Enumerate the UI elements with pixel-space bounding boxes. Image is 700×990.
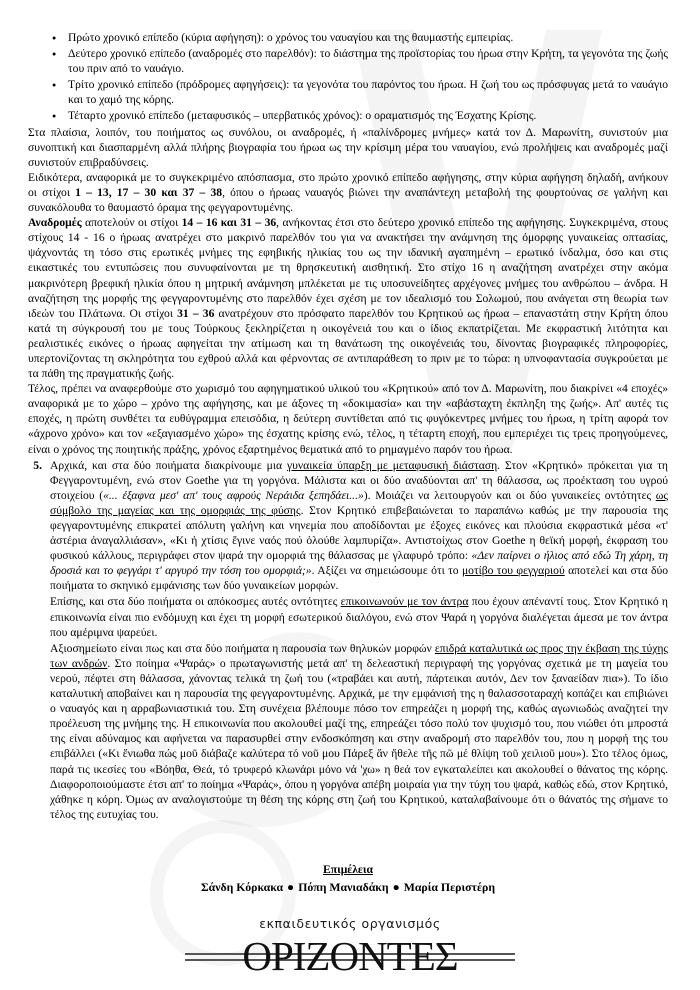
verse-range-bold: 1 – 13, 17 – 30 και 37 – 38 [75, 185, 223, 199]
credit-name: Πόπη Μανιαδάκη [298, 879, 389, 894]
item-5-continuation-a [28, 594, 668, 639]
text-run: αποτελούν οι στίχοι [81, 216, 182, 230]
list-item: ● Δεύτερο χρονικό επίπεδο (αναδρομές στο παρελθόν): το διάστημα της προϊστορίας του ήρωα στην Κρήτη, τα γεγονότα της ζωής του πριν από το ναυάγιο. [52, 46, 668, 76]
quoted-verse-italic: «... έξαφνα μεσ' απ' τους αφρούς Νεράιδα ξεπηδάει...» [103, 488, 364, 502]
text-run: Επίσης, και στα δύο ποιήματα οι απόκοσμες αυτές οντότητες [50, 595, 341, 609]
credit-name: Μαρία Περιστέρη [403, 879, 496, 894]
numbered-item-5 [28, 458, 668, 594]
underlined-phrase: μοτίβο του φεγγαριού [461, 564, 565, 578]
logo-wordmark: ΟΡΙΖΟΝΤΕΣ [242, 933, 458, 979]
text-run: Ειδικότερα, αναφορικά με το συγκεκριμένο απόσπασμα, στο πρώτο χρονικό επίπεδο αφήγησης, στην κύρια αφήγηση δηλαδή, ανήκουν οι στίχοι [28, 170, 668, 199]
text-run: . Στον «Κρητικό» πρόκειται για τη Φεγγαροντυμένη, ενώ στον Goethe για τη γοργόνα. Μάλιστα και οι δύο αναδύονται απ' τη θάλασσα, ως προέκταση του υγρού στοιχείου ( [50, 458, 668, 502]
credits-heading: Επιμέλεια [323, 862, 373, 876]
credits-block [28, 862, 668, 896]
underlined-phrase: ως σύμβολο της μαγείας και της ομορφιάς της φύσης [50, 488, 668, 517]
quoted-verse-italic: «Δεν παίρνει ο ήλιος από εδώ Τη χάρη, τη δροσιά και το φεγγάρι τ' αργυρό την τόση του ομορφιά;» [50, 549, 668, 578]
text-run: , ανήκοντας έτσι στο δεύτερο χρονικό επίπεδο της αφήγησης. Συγκεκριμένα, στους στίχους 14 - 16 ο ήρωας ανατρέχει στο μακρινό παρελθόν του για να ανακτήσει την ανάμνηση της όμορφης γυναικείας οπτασίας, ψάχνοντάς τη τόσο στις ερωτικές μνήμες της εφηβικής ηλικίας του ως την ιδανική αγαπημένη – ερωτικό ίνδαλμα, όσο και στις εικαστικές του εντυπώσεις που συνυφαίνονται με τη θρησκευτική αισθητική. Στο στίχο 16 η αναζήτηση ανατρέχει στην ακόμα μακρινότερη βρεφική ηλικία όπου η μητρική ανάμνηση μπλέκεται με τις υποσυνείδητες αρχέγονες μνήμες του ανθρώπου – άνδρα. Η αναζήτηση της μορφής της φεγγαροντυμένης στο παρελθόν έχει σχέση με τον ιδεαλισμό του Σολωμού, που ανάγεται στη θεωρία των ιδεών του Πλάτωνα. Οι στίχοι [28, 216, 669, 320]
text-run: , όπου ο ήρωας ναυαγός βιώνει την αναπάντεχη μεταβολή της φουρτούνας σε γαλήνη και συνακόλουθα το θαυμαστό όραμα της φεγγαροντυμένης. [28, 185, 668, 215]
paragraph-four-epochs: Τέλος, πρέπει να αναφερθούμε στο χωρισμό του αφηγηματικού υλικού του «Κρητικού» από τον Δ. Μαρωνίτη, που διακρίνει «4 εποχές» αναφορικά με το χώρο – χρόνο της αφήγησης, και με άξονες τη «δοκιμασία» και την «αβάσταχτη έκπληξη της ζωής». Απ' αυτές τις εποχές, η πρώτη συνθέτει τα ευθύγραμμα επεισόδια, η δεύτερη συντίθεται από τις φυγόκεντρες μνήμες του ήρωα, η τρίτη αφορά τον «άχρονο χρόνο» και τον «εξαγιασμένο χώρο» της έσχατης κρίσης ενώ, τέλος, η τέταρτη εποχή, που εμπεριέχει τις τρεις προηγούμενες, είναι ο χρόνος της ποιητικής πράξης, χρόνος εξαρτημένος θεματικά από το ρημαγμένο παρόν του ήρωα. [28, 382, 668, 456]
verse-range-bold: 31 – 36 [177, 306, 215, 320]
paragraph-fate-impact [50, 641, 668, 822]
paragraph-lead-bold: Αναδρομές [28, 216, 82, 230]
text-run: Αρχικά, και στα δύο ποιήματα διακρίνουμε μια [50, 458, 288, 472]
list-item: ● Τέταρτο χρονικό επίπεδο (μεταφυσικός – υπερβατικός χρόνος): ο οραματισμός της Έσχατης Κρίσης. [52, 108, 668, 123]
item-5-continuation-b [28, 641, 668, 822]
underlined-phrase: επιδρά καταλυτικά ως προς την έκβαση της τύχης των ανδρών [50, 641, 669, 670]
text-run: . Στο ποίημα «Ψαράς» ο πρωταγωνιστής μετά απ' τη δελεαστική περιγραφή της γοργόνας σχετικά με τη μαγεία του νερού, πέφτει στη θάλασσα, χάνοντας τελικά τη ζωή του («τραβάει και αυτή, πάρτεικαι αυτόν, Δεν τον ξαναείδαν πια»). Το ίδιο καταλυτική αποβαίνει και η παρουσία της φεγγαροντυμένης. Αρχικά, με την εμφάνισή της η θαλασσοταραχή κοπάζει και επιβιώνει ο ναυαγός και η αρραβωνιαστικιά του. Στη συνέχεια βλέπουμε πόσο τον επηρεάζει η μορφή της, καθώς αγωνιωδώς αναζητεί την προέλευση της μνήμης της. Η επικοινωνία που ακολουθεί μαζί της, επηρεάζει τόσο πολύ τον ψυχισμό του, που νιώθει ότι μπροστά της είναι αδύναμος και αφήνεται να παρασυρθεί στην ενδοσκόπηση και στην αναδρομή στο παρελθόν του, που η μορφή της του επιβάλλει («Κι ἔνιωθα πώς μοῦ διάβαζε καλύτερα τό νοῦ μου Πάρεξ ἄν ἤθελε τῆς πῶ μέ θλίψη τοῦ χειλιοῦ μου»). Στο τέλος όμως, παρά τις ικεσίες του «Βόηθα, Θεά, τό τρυφερό κλωνάρι μόνο νά 'χω» η θεά τον εγκαταλείπει και ακολουθεί ο θάνατος της κόρης. Διαφοροποιούμαστε έτσι απ' το ποίημα «Ψαράς», όπου η γοργόνα απέβη μοιραία για την τύχη του ψαρά, καθώς εδώ, στον Κρητικό, χάθηκε η κόρη. Όμως αν αναλογιστούμε τη θέση της κόρης στη ζωή του Κρητικού, καταλαβαίνουμε ότι ο θάνατός της σήμανε το τέλος της ευτυχίας του. [50, 656, 668, 821]
underlined-phrase: γυναικεία ύπαρξη με μεταφυσική διάσταση [287, 458, 498, 472]
item-number: 5. [33, 458, 42, 472]
paragraph-flashbacks [28, 215, 668, 381]
list-item: ● Τρίτο χρονικό επίπεδο (πρόδρομες αφηγήσεις): τα γεγονότα του παρόντος του ήρωα. Η ζωή του ως πρόσφυγας μετά το ναυάγιο και το χαμό της κόρης. [52, 77, 668, 107]
list-item: ● Πρώτο χρονικό επίπεδο (κύρια αφήγηση): ο χρόνος του ναυαγίου και της θαυμαστής εμπειρίας. [52, 30, 668, 45]
text-run: ). Μοιάζει να λειτουργούν και οι δύο γυναικείες οντότητες [363, 488, 656, 502]
verse-range-bold: 14 – 16 και 31 – 36 [181, 216, 277, 230]
text-run: που έχουν απέναντί τους. Στον Κρητικό η επικοινωνία είναι πιο ενδόμυχη και έχει τη μορφή εσωτερικού διαλόγου, ενώ στον Ψαρά η γοργόνα διαλέγεται άμεσα με τον άντρα που αμέριμνα ψαρεύει. [50, 595, 668, 639]
paragraph-framework: Στα πλαίσια, λοιπόν, του ποιήματος ως συνόλου, οι αναδρομές, ή «παλίνδρομες μνήμες» κατά τον Δ. Μαρωνίτη, συνιστούν μια συνοπτική και διασπαρμένη αλλά πλήρης βιογραφία του ήρωα ως την κρίσιμη μέρα του ναυαγίου, ενώ προλήψεις και αναδρομές μαζί συνιστούν επιβραδύνσεις. [28, 125, 668, 169]
paragraph-main-narration [28, 170, 668, 215]
footer-tagline: εκπαιδευτικός οργανισμός [259, 916, 441, 931]
organization-logo [185, 933, 515, 979]
text-run: . Αξίζει να σημειώσουμε ότι το [311, 564, 462, 578]
credit-name: Σάνδη Κόρκακα [200, 879, 284, 894]
underlined-phrase: επικοινωνούν με τον άντρα [340, 595, 469, 609]
text-run: ανατρέχουν στο πρόσφατο παρελθόν του Κρητικού ως ήρωα – επαναστάτη στην Κρήτη όπου κατά τη σύγκρουσή του με τους Τούρκους ξεκληρίζεται η οικογένειά του και ο ίδιος εκπατρίζεται. Με εκφραστική λιτότητα και ρεαλιστικές εικόνες ο ήρωας αφηγείται την ατίμωση και τη θανάτωση της οικογένειάς του, δίνοντας βιογραφικές πληροφορίες, υπερτονίζοντας τη σκληρότητα του εχθρού αλλά και φέρνοντας σε αντιπαράθεση το πριν με το τώρα: η υπνοφαντασία συγκρούεται με τα πάθη της πραγματικής ζωής. [28, 306, 668, 381]
page-footer [0, 916, 700, 984]
credits-separator-icon: ● [392, 879, 400, 894]
time-levels-list [28, 30, 668, 124]
item-5-text [50, 458, 668, 594]
text-run: . Στον Κρητικό επιβεβαιώνεται το παραπάνω καθώς με την παρουσία της φεγγαροντυμένης επικρατεί απόλυτη γαλήνη και νηνεμία που αποδίδονται με έξοχες εικόνες και πλούσια εκφραστικά μέσα «τ' ἀστέρια ἀναγαλλιάσαν», «Κι ἡ χτίσις ἔγινε ναός πού ὁλούθε λαμπυρίζα». Αντιστοίχως στον Goethe η θεϊκή μορφή, έκφραση του φυσικού κάλλους, περιγράφει στον ψαρά την ομορφιά της θάλασσας με γλαφυρό τρόπο: [50, 503, 668, 563]
credits-separator-icon: ● [287, 879, 295, 894]
credits-names [28, 879, 668, 896]
text-run: αποτελεί και στα δύο ποιήματα το σκηνικό εμφάνισης των δύο γυναικείων μορφών. [50, 564, 668, 593]
text-run: Αξιοσημείωτο είναι πως και στα δύο ποιήματα η παρουσία των θηλυκών μορφών [50, 641, 435, 655]
paragraph-communication [50, 594, 668, 639]
